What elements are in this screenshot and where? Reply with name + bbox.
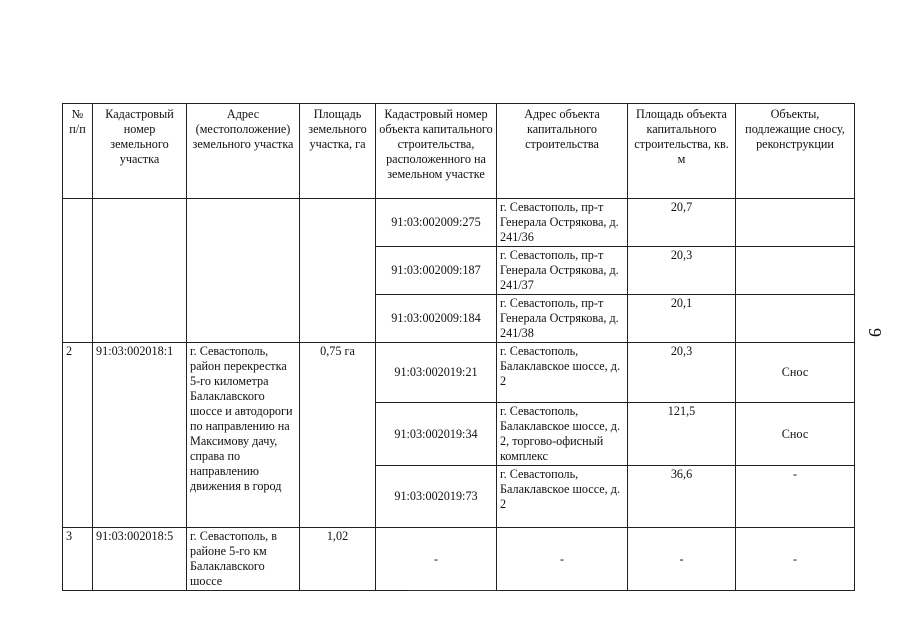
cell-object-area: 20,3	[628, 247, 736, 295]
cell-object-cadastral: 91:03:002019:21	[376, 343, 497, 403]
header-object-area: Площадь объекта капитального строительства, кв. м	[628, 104, 736, 199]
cell-plot-address	[187, 199, 300, 343]
cell-object-address: г. Севастополь, пр-т Генерала Острякова, д. 241/36	[497, 199, 628, 247]
cell-object-address: г. Севастополь, Балаклавское шоссе, д. 2, торгово-офисный комплекс	[497, 403, 628, 466]
cell-demolition: Снос	[736, 343, 855, 403]
cell-plot-area	[300, 199, 376, 343]
cell-plot-address: г. Севастополь, в районе 5-го км Балаклавского шоссе	[187, 528, 300, 591]
cell-demolition: -	[736, 528, 855, 591]
cell-object-address: г. Севастополь, пр-т Генерала Острякова, д. 241/37	[497, 247, 628, 295]
cell-object-address: -	[497, 528, 628, 591]
cell-plot-cadastral	[93, 199, 187, 343]
cell-object-cadastral: 91:03:002019:34	[376, 403, 497, 466]
table-row	[63, 343, 855, 403]
table-row	[63, 199, 855, 247]
cell-demolition: Снос	[736, 403, 855, 466]
header-object-address: Адрес объекта капитального строительства	[497, 104, 628, 199]
header-row	[63, 104, 855, 199]
cell-demolition	[736, 247, 855, 295]
cell-num	[63, 199, 93, 343]
cell-object-area: 20,7	[628, 199, 736, 247]
header-demolition: Объекты, подлежащие сносу, реконструкции	[736, 104, 855, 199]
cell-object-area: 36,6	[628, 466, 736, 528]
cell-object-cadastral: 91:03:002009:187	[376, 247, 497, 295]
cell-demolition: -	[736, 466, 855, 528]
table-row	[63, 528, 855, 591]
cell-plot-area: 1,02	[300, 528, 376, 591]
cell-object-address: г. Севастополь, Балаклавское шоссе, д. 2	[497, 343, 628, 403]
cell-demolition	[736, 199, 855, 247]
cell-num: 3	[63, 528, 93, 591]
land-plots-table	[62, 103, 855, 591]
header-num: № п/п	[63, 104, 93, 199]
header-plot-address: Адрес (местоположение) земельного участка	[187, 104, 300, 199]
cell-object-cadastral: 91:03:002009:184	[376, 295, 497, 343]
cell-demolition	[736, 295, 855, 343]
cell-object-address: г. Севастополь, пр-т Генерала Острякова, д. 241/38	[497, 295, 628, 343]
cell-object-area: 20,3	[628, 343, 736, 403]
cell-object-area: -	[628, 528, 736, 591]
cell-object-area: 121,5	[628, 403, 736, 466]
page-number: 9	[865, 328, 885, 337]
cell-plot-cadastral: 91:03:002018:1	[93, 343, 187, 528]
footer-divider	[408, 590, 500, 591]
cell-object-cadastral: 91:03:002009:275	[376, 199, 497, 247]
header-object-cadastral: Кадастровый номер объекта капитального строительства, расположенного на земельном участке	[376, 104, 497, 199]
cell-object-cadastral: 91:03:002019:73	[376, 466, 497, 528]
cell-plot-cadastral: 91:03:002018:5	[93, 528, 187, 591]
cell-object-cadastral: -	[376, 528, 497, 591]
cell-plot-address: г. Севастополь, район перекрестка 5-го километра Балаклавского шоссе и автодороги по направлению на Максимову дачу, справа по направлению движения в город	[187, 343, 300, 528]
cell-object-address: г. Севастополь, Балаклавское шоссе, д. 2	[497, 466, 628, 528]
header-plot-cadastral: Кадастровый номер земельного участка	[93, 104, 187, 199]
header-plot-area: Площадь земельного участка, га	[300, 104, 376, 199]
cell-num: 2	[63, 343, 93, 528]
cell-plot-area: 0,75 га	[300, 343, 376, 528]
cell-object-area: 20,1	[628, 295, 736, 343]
